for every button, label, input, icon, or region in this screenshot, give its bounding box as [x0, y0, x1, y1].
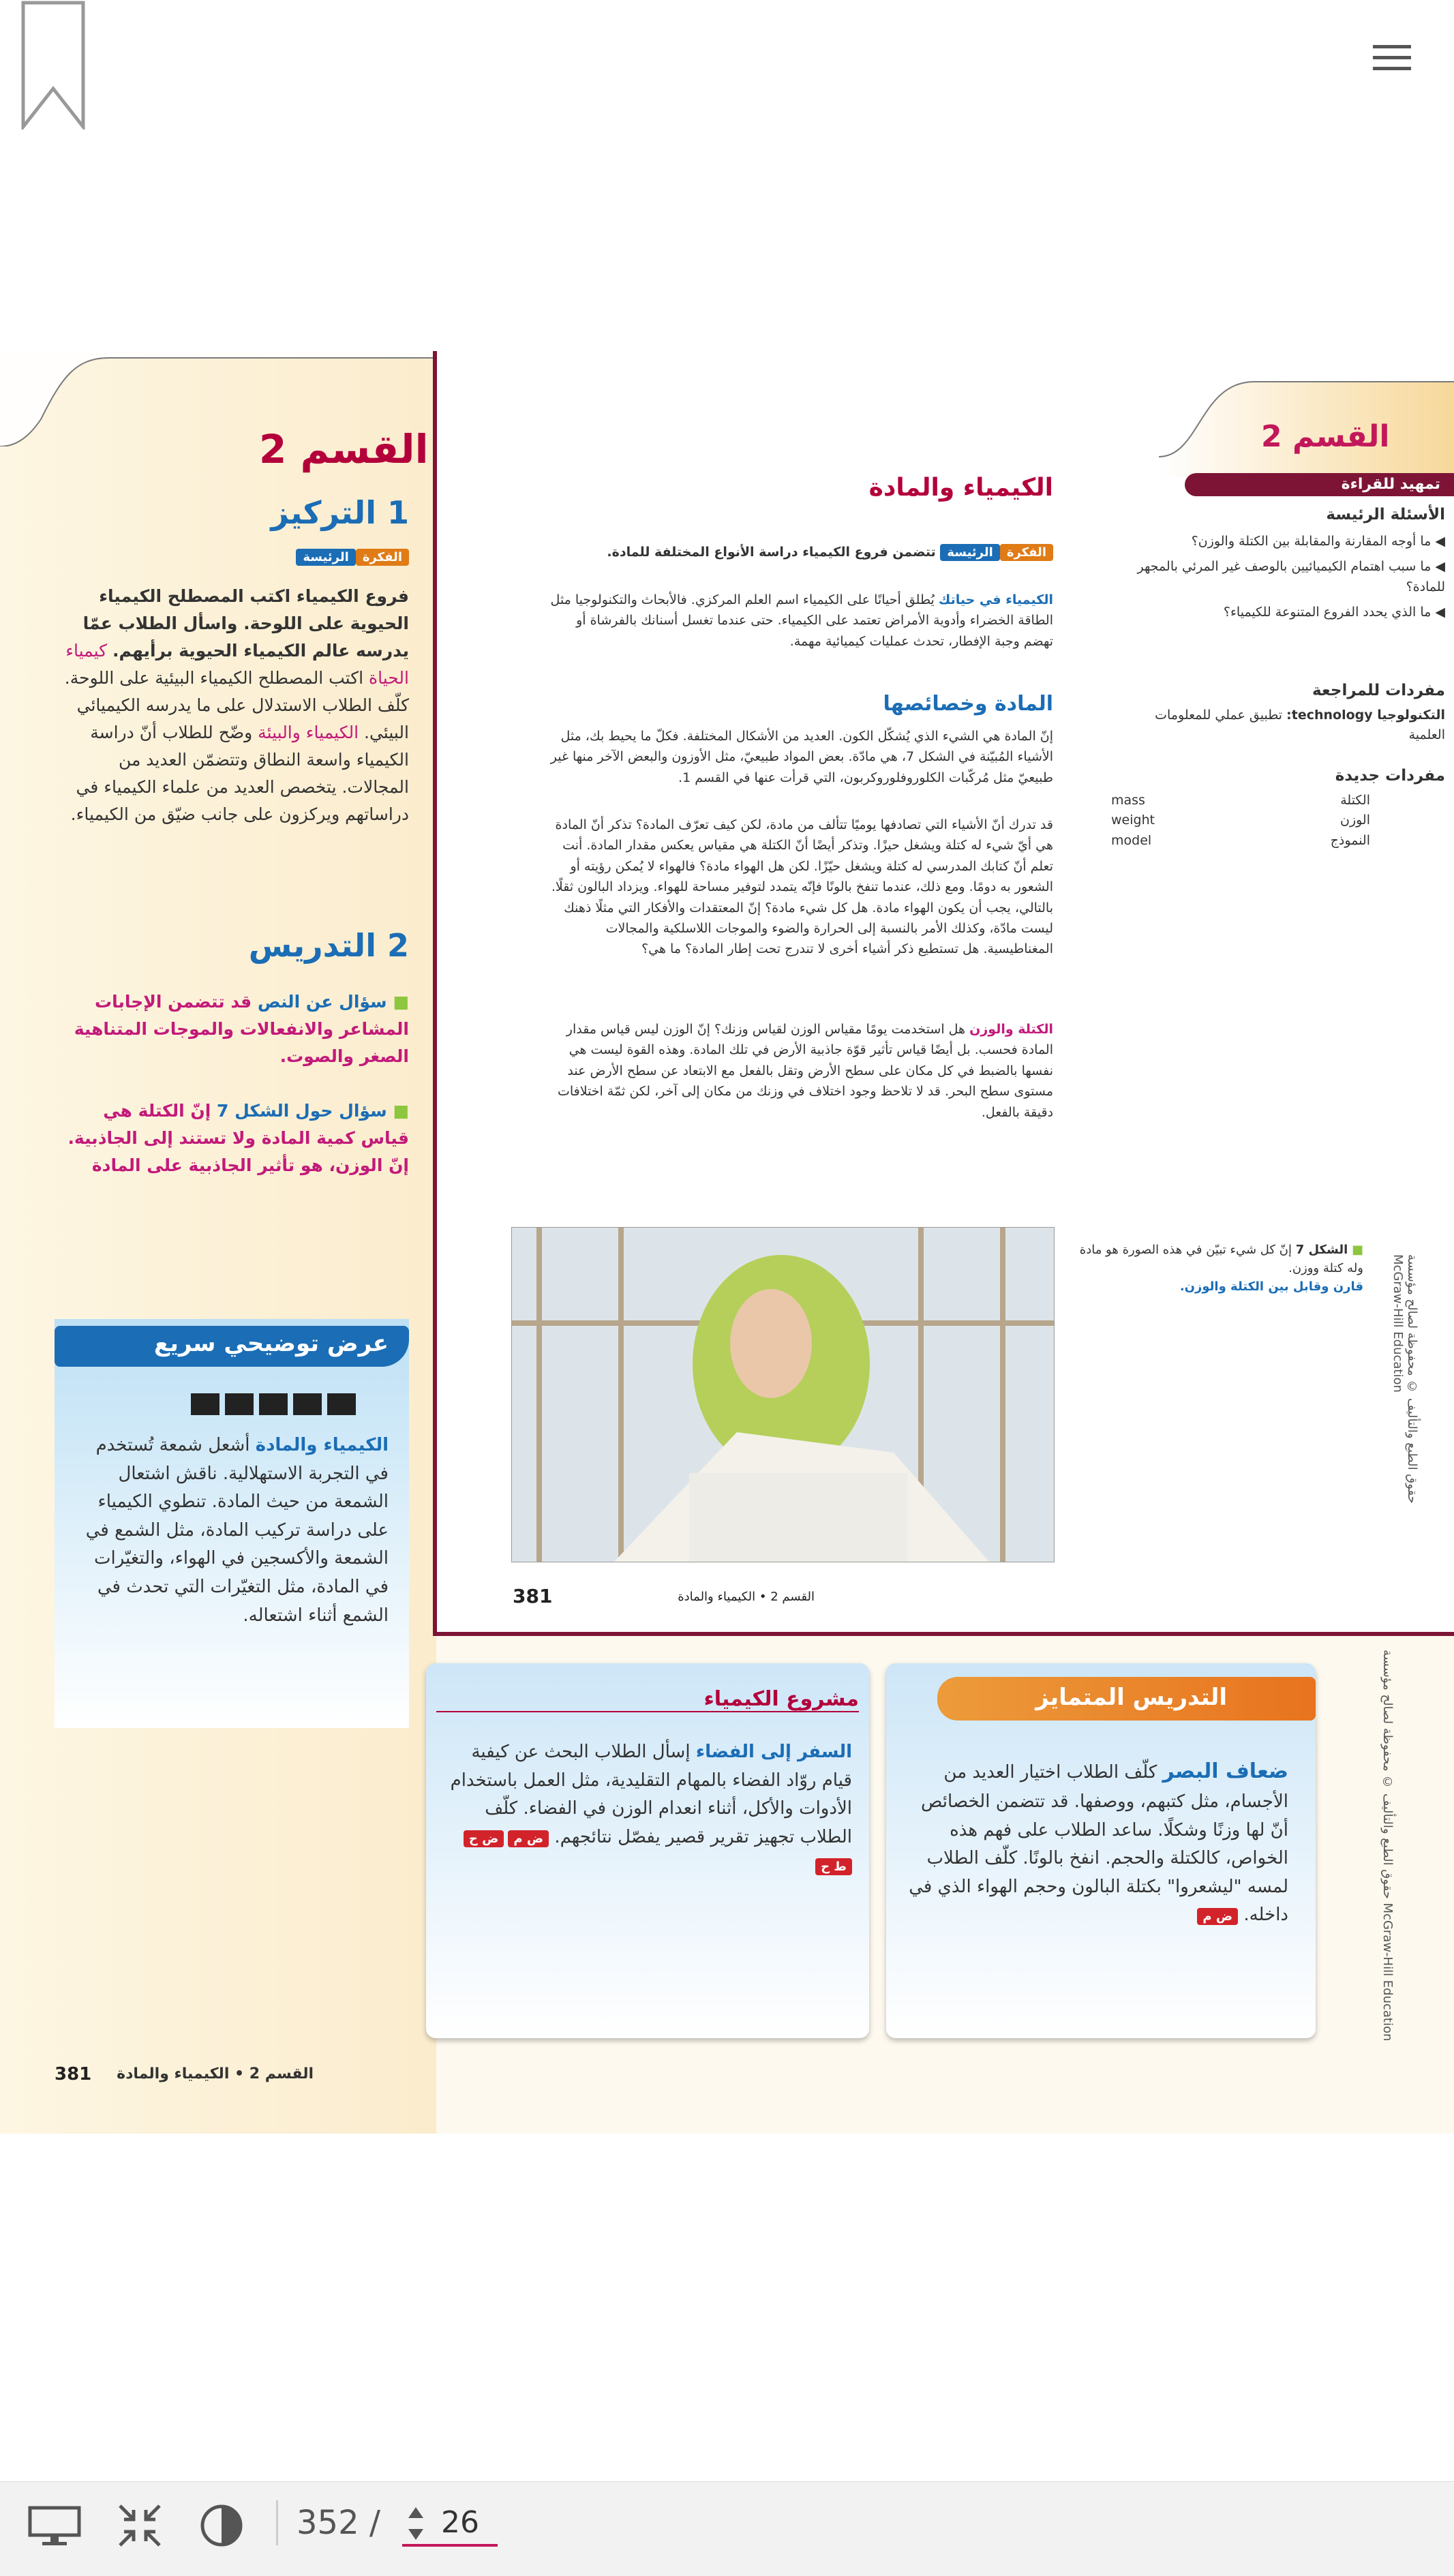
life-paragraph: الكيمياء في حياتك يُطلق أحيانًا على الكيمياء اسم العلم المركزي. فالأبحاث والتكنولوجيا مثل الطاقة الخضراء وأدوية الأمراض تعتمد على الكيمياء. حتى عندما تغسل أسنانك بالفرشاة أو تهضم وجبة الإفطار، تحدث عمليات كيميائية مهمة. [550, 592, 1053, 649]
vocab-item: model النموذج [1111, 832, 1370, 848]
page-number-input[interactable]: 26 [402, 2502, 498, 2547]
toolbar-divider [276, 2500, 278, 2545]
focus-pink-2: الكيمياء والبيئة [258, 723, 359, 742]
project-title: مشروع الكيمياء [436, 1687, 859, 1712]
question-figure: ■ سؤال حول الشكل 7 إنّ الكتلة هي قياس كمية المادة ولا تستند إلى الجاذبية. إنّ الوزن، هو تأثير الجاذبية على المادة [67, 1101, 409, 1175]
student-footer: القسم 2 • الكيمياء والمادة [678, 1590, 815, 1604]
focus-pink-1: كيمياء الحياة [65, 641, 409, 688]
copyright-1: حقوق الطبع والتأليف © محفوظة لصالح مؤسسة McGraw-Hill Education [1391, 1254, 1419, 1504]
student-page-number: 381 [513, 1585, 553, 1607]
new-vocab-heading: مفردات جديدة [1335, 767, 1445, 785]
figure-caption: ■ الشكل 7 إنّ كل شيء تبيّن في هذه الصورة هو مادة وله كتلة ووزن. قارن وقابل بين الكتلة والوزن. [1079, 1243, 1363, 1294]
student-title: الكيمياء والمادة [868, 474, 1053, 502]
question-text: ■ سؤال عن النص قد تتضمن الإجابات المشاعر والانفعالات والموجات المتناهية الصغر والصوت. [74, 992, 409, 1066]
goggles-icon [191, 1393, 219, 1415]
student-section-label: القسم 2 [1261, 419, 1390, 454]
focus-body: فروع الكيمياء اكتب المصطلح الكيمياء الحيوية على اللوحة. واسأل الطلاب عمّا يدرسه عالم الكيمياء الحيوية برأيهم. كيمياء الحياة اكتب المصطلح الكيمياء البيئية على اللوحة. كلّف الطلاب الاستدلال على ما يدرسه الكيميائي البيئي. الكيمياء والبيئة وضّح للطلاب أنّ دراسة الكيمياء واسعة النطاق وتتضمّن العديد من المجالات. يتخصص العديد من علماء الكيمياء في دراساتهم ويركزون على جانب ضيّق من الكيمياء. [64, 586, 409, 824]
reading-preview-bar: تمهيد للقراءة [1185, 473, 1454, 496]
monitor-icon[interactable] [27, 2505, 82, 2547]
vocab-item: mass الكتلة [1111, 793, 1370, 808]
flame-icon [225, 1393, 254, 1415]
eye-icon [327, 1393, 356, 1415]
key-questions-heading: الأسئلة الرئيسة [1326, 506, 1445, 524]
mass-weight-paragraph: الكتلة والوزن هل استخدمت يومًا مقياس الوزن لقياس وزنك؟ إنّ الوزن ليس قياس مقدار المادة فحسب. بل أيضًا قياس تأثير قوّة جاذبية الأرض في تلك المادة. وهذه القوة ليست هي نفسها بالضبط في كل مكان على سطح الأرض وتقل بالفعل مع الابتعاد عن سطح الأرض عند مستوى سطح البحر. قد لا تلاحظ وجود اختلاف في وزنك من مكان إلى آخر، لكن ثمّة اختلافات دقيقة بالفعل. [557, 1022, 1053, 1120]
main-idea-badge [225, 549, 409, 566]
vocab-list [1111, 791, 1370, 851]
page-total: 352 / [297, 2504, 381, 2542]
main-idea-line: الفكرةالرئيسة تتضمن فروع الكيمياء دراسة الأنواع المختلفة للمادة. [545, 542, 1053, 562]
differentiated-body: ضعاف البصر كلّف الطلاب اختيار العديد من الأجسام، مثل كتبهم، ووصفها. قد تتضمن الخصائص أنّ لها وزنًا وشكلًا. ساعد الطلاب على فهم هذه الخواص، كالكتلة والحجم. انفخ بالونًا. كلّف الطلاب لمسه "ليشعروا" بكتلة البالون وحجم الهواء الذي في داخله. ض م [909, 1759, 1288, 1926]
teacher-page-number: 381 [55, 2064, 92, 2085]
figure-7-photo [511, 1227, 1055, 1562]
matter-paragraph-2: قد تدرك أنّ الأشياء التي تصادفها يوميًا تتألف من مادة، لكن كيف تعرّف المادة؟ تذكر أنّ المادة هي أيّ شيء له كتلة ويشغل حيزًا. وتذكر أيضًا أنّ الكتلة هي مقياس يعكس مقدار المادة. أنت تعلم أنّ كتابك المدرسي له كتلة ويشغل حيّزًا. لكن هل الهواء مادة؟ فالهواء لا يُمكن رؤيته أو الشعور به دومًا. ومع ذلك، عندما تنفخ بالونًا فإنّه يتمدد لتوفير مساحة للهواء. ويزداد البالون ثقلًا. بالتالي، يجب أن يكون الهواء مادة. هل كل شيء مادة؟ إنّ المعتقدات والأفكار التي مثلًا ذهنك ليست مادّة، وكذلك الأمر بالنسبة إلى الحرارة والضوء والموجات اللاسلكية والمجالات المغناطيسية. هل تستطيع ذكر أشياء أخرى لا تندرج تحت إطار المادة؟ ما هي؟ [551, 817, 1053, 957]
main-idea-tag-1: الفكرة [356, 549, 409, 566]
focus-heading: 1 التركيز [271, 494, 409, 531]
fire-safety-icon [259, 1393, 288, 1415]
menu-icon[interactable] [1370, 41, 1414, 74]
main-idea-tag-2: الرئيسة [296, 549, 355, 566]
copyright-2: حقوق الطبع والتأليف © محفوظة لصالح مؤسسة McGraw-Hill Education [1380, 1650, 1395, 2042]
teacher-section-label: القسم 2 [259, 426, 429, 472]
differentiated-title-bar: التدريس المتمايز [937, 1677, 1316, 1721]
quick-demo-title-bar: عرض توضيحي سريع [55, 1326, 409, 1367]
exit-fullscreen-icon[interactable] [116, 2502, 164, 2549]
project-body: السفر إلى الفضاء إسأل الطلاب البحث عن كيفية قيام روّاد الفضاء بالمهام التقليدية، مثل العمل باستخدام الأدوات والأكل، أثناء انعدام الوزن في الفضاء. كلّف الطلاب تجهيز تقرير قصير يفصّل نتائجهم. ض مض حط ح [450, 1742, 852, 1875]
matter-paragraph-1: إنّ المادة هي الشيء الذي يُشكّل الكون. العديد من الأشكال المختلفة. فكلّ ما يحيط بك، مثل الأشياء المُبيّنة في الشكل 7، هي مادّة. بعض المواد طبيعيّ، مثل الأوزون والبعض الآخر منها غير طبيعيّ مثل مُركّبات الكلوروفلوروكربون، التي قرأت عنها في القسم 1. [550, 729, 1053, 785]
review-vocab: التكنولوجيا technology: تطبيق عملي للمعلومات العلمية [1155, 708, 1445, 743]
contrast-icon[interactable] [198, 2502, 245, 2549]
safety-icons [191, 1391, 368, 1418]
vocab-item: weight الوزن [1111, 813, 1370, 828]
quick-demo-body: الكيمياء والمادة أشعل شمعة تُستخدم في التجربة الاستهلالية. ناقش اشتعال الشمعة من حيث المادة. تنطوي الكيمياء على دراسة تركيب المادة، مثل الشمع في الشمعة والأكسجين في الهواء، والتغيّرات في المادة، مثل التغيّرات التي تحدث في الشمع أثناء اشتعاله. [85, 1435, 389, 1626]
bookmark-icon[interactable] [20, 0, 86, 130]
hand-icon [293, 1393, 322, 1415]
review-vocab-heading: مفردات للمراجعة [1312, 682, 1445, 699]
matter-subheading: المادة وخصائصها [883, 692, 1053, 716]
key-questions-list: ◀ ما أوجه المقارنة والمقابلة بين الكتلة والوزن؟ ◀ ما سبب اهتمام الكيميائيين بالوصف غير المرئي بالمجهر للمادة؟ ◀ ما الذي يحدد الفروع المتنوعة للكيمياء؟ [1137, 534, 1445, 620]
teach-heading: 2 التدريس [248, 927, 409, 964]
teacher-footer: القسم 2 • الكيمياء والمادة [117, 2065, 314, 2082]
